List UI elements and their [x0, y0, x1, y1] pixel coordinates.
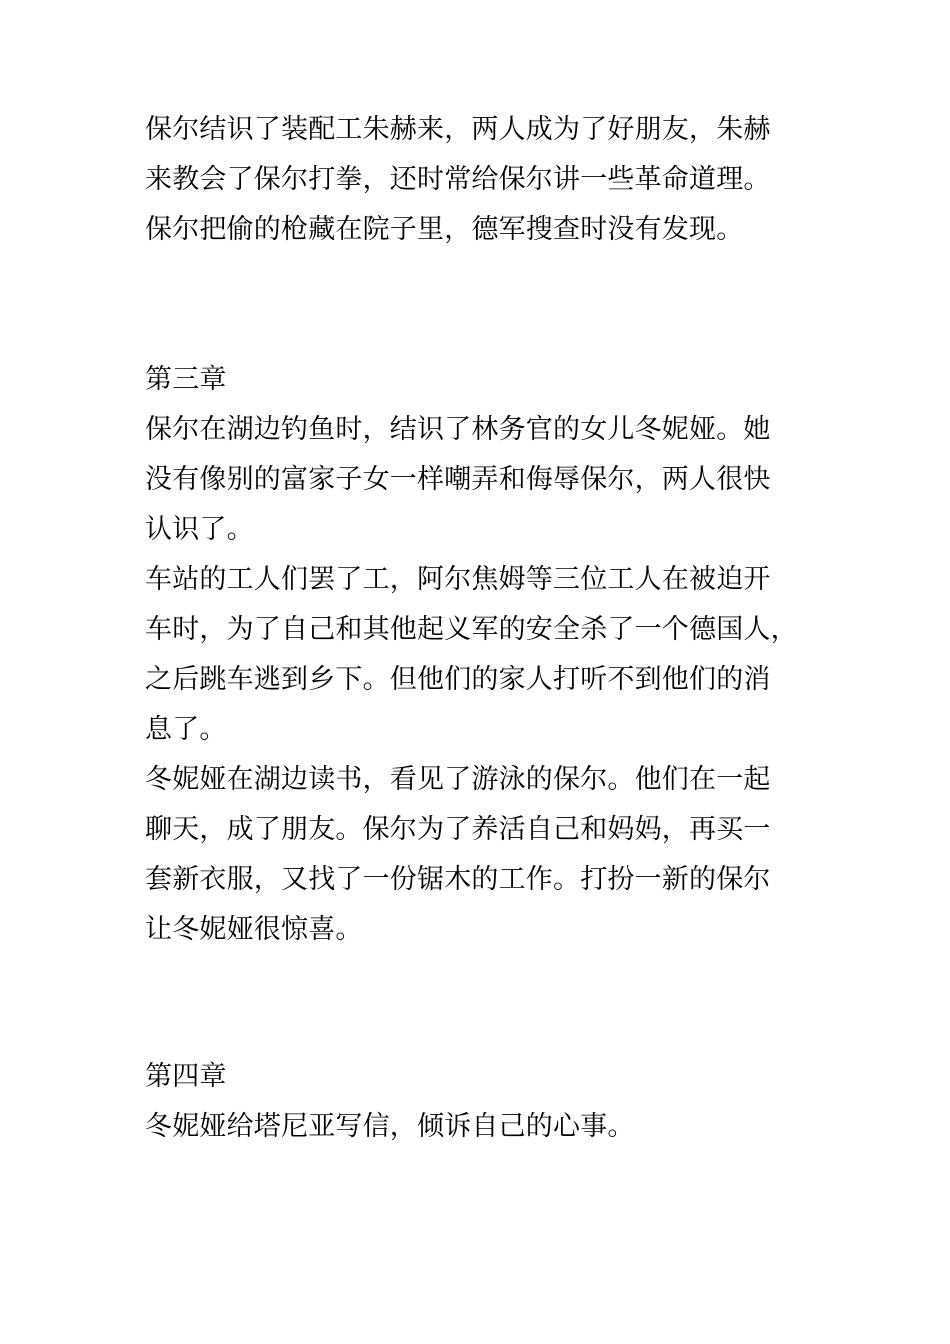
paragraph-station-strike: 车站的工人们罢了工，阿尔焦姆等三位工人在被迫开 车时，为了自己和其他起义军的安全杀了一个德国人， 之后跳车逃到乡下。但他们的家人打听不到他们的消 息了。 [145, 564, 798, 745]
chapter-3-heading: 第三章 [145, 364, 227, 395]
paragraph-paul-meets-tonya: 保尔在湖边钓鱼时，结识了林务官的女儿冬妮娅。她 没有像别的富家子女一样嘲弄和侮辱保尔，两人很快 认识了。 [145, 414, 771, 545]
paragraph-tonya-reading: 冬妮娅在湖边读书，看见了游泳的保尔。他们在一起 聊天，成了朋友。保尔为了养活自己和妈妈，再买一 套新衣服，又找了一份锯木的工作。打扮一新的保尔 让冬妮娅很惊喜。 [145, 764, 771, 945]
paragraph-paul-meets-zhukhrai: 保尔结识了装配工朱赫来，两人成为了好朋友，朱赫 来教会了保尔打拳，还时常给保尔讲一些革命道理。 保尔把偷的枪藏在院子里，德军搜查时没有发现。 [145, 114, 771, 245]
chapter-4-heading: 第四章 [145, 1061, 227, 1092]
paragraph-tonya-letter: 冬妮娅给塔尼亚写信，倾诉自己的心事。 [145, 1111, 635, 1142]
